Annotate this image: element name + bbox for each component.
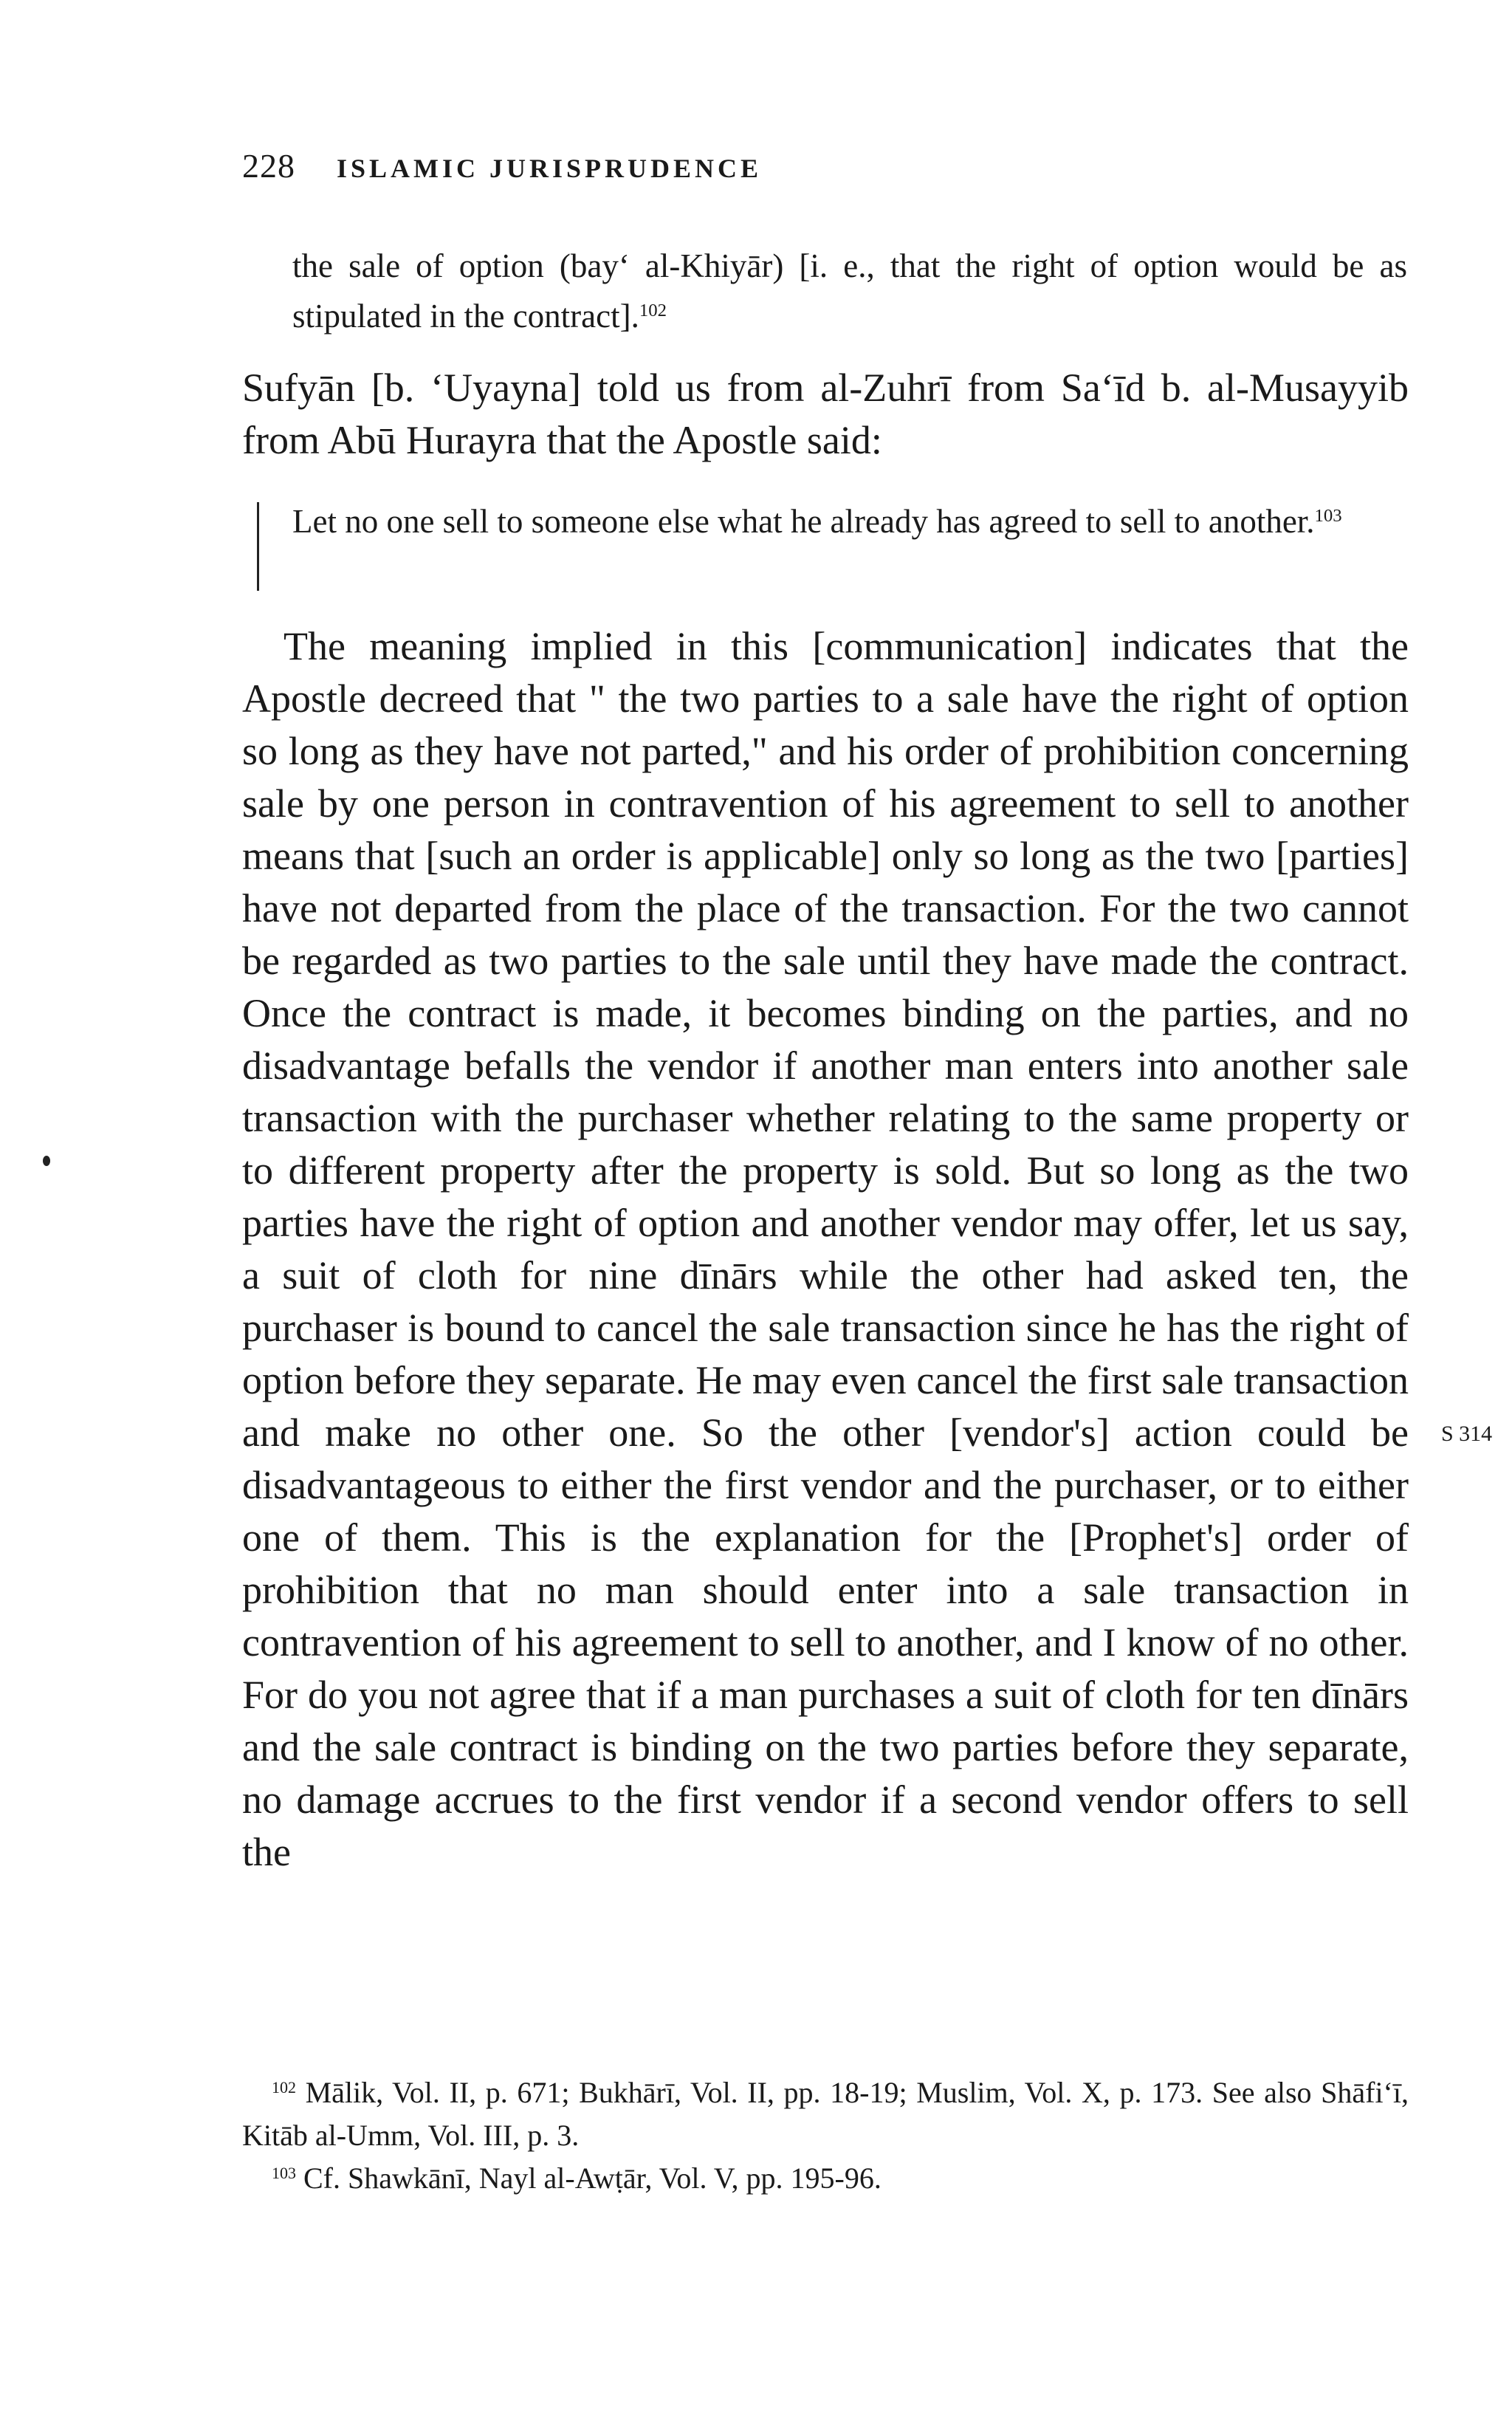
block-quote xyxy=(292,241,1407,341)
quote-text: the sale of option (bay‘ al-Khiyār) [i. e., that the right of option would be as stipulated in the contract]. xyxy=(292,247,1407,335)
block-quote xyxy=(292,496,1407,546)
footnote-number: 103 xyxy=(272,2163,296,2182)
footnote-text: Mālik, Vol. II, p. 671; Bukhārī, Vol. II, pp. 18-19; Muslim, Vol. X, p. 173. See also Shāfi‘ī, Kitāb al-Umm, Vol. III, p. 3. xyxy=(242,2076,1409,2152)
footnotes xyxy=(242,2071,1409,2200)
margin-page-reference: S 314 xyxy=(1441,1422,1493,1446)
footnote xyxy=(242,2157,1409,2200)
running-head: ISLAMIC JURISPRUDENCE xyxy=(337,154,763,183)
margin-bracket xyxy=(257,502,275,591)
quote-text: Let no one sell to someone else what he already has agreed to sell to another. xyxy=(292,503,1315,540)
footnote-marker: 102 xyxy=(639,301,667,321)
footnote-marker: 103 xyxy=(1314,506,1342,527)
page-number: 228 xyxy=(242,147,295,185)
page-header xyxy=(242,146,762,185)
footnote-number: 102 xyxy=(272,2077,296,2097)
footnote-text: Cf. Shawkānī, Nayl al-Awṭār, Vol. V, pp. 195-96. xyxy=(303,2162,882,2195)
paragraph-isnad: Sufyān [b. ‘Uyayna] told us from al-Zuhrī from Sa‘īd b. al-Musayyib from Abū Hurayra that the Apostle said: xyxy=(242,366,1409,462)
footnote xyxy=(242,2071,1409,2157)
paragraph-commentary: The meaning implied in this [communication] indicates that the Apostle decreed that " the two parties to a sale have the right of option so long as they have not parted," and his order of prohibition concerning sale by one person in contravention of his agreement to sell to another means that [such an order is applicable] only so long as the two [parties] have not departed from the place of the transaction. For the two cannot be regarded as two parties to the sale until they have made the contract. Once the contract is made, it becomes binding on the parties, and no disadvantage befalls the vendor if another man enters into another sale transaction with the purchaser whether relating to the same property or to different property after the property is sold. But so long as the two parties have the right of option and another vendor may offer, let us say, a suit of cloth for nine dīnārs while the other had asked ten, the purchaser is bound to cancel the sale transaction since he has the right of option before they separate. He may even cancel the first sale transaction and make no other one. So the other [vendor's] action could be disadvantageous to either the first vendor and the purchaser, or to either one of them. This is the explanation for the [Prophet's] order of prohibition that no man should enter into a sale transaction in contravention of his agreement to sell to another, and I know of no other. For do you not agree that if a man purchases a suit of cloth for ten dīnārs and the sale contract is binding on the two parties before they separate, no damage accrues to the first vendor if a second vendor offers to sell the xyxy=(242,624,1409,1874)
margin-mark xyxy=(43,1156,50,1166)
